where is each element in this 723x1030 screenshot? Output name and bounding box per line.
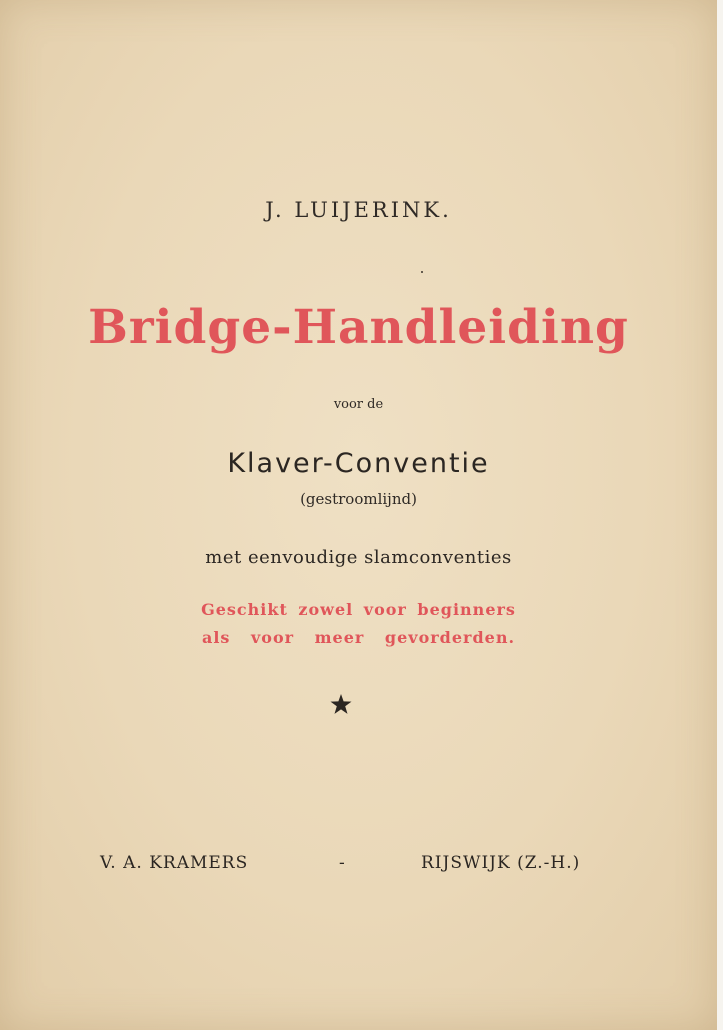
subtitle-note: (gestroomlijnd): [300, 490, 417, 508]
audience-line-1: Geschikt zowel voor beginners: [201, 600, 516, 619]
publisher-location: RIJSWIJK (Z.-H.): [421, 853, 581, 873]
book-subtitle: Klaver-Conventie: [227, 448, 490, 479]
publisher-name: V. A. KRAMERS: [100, 853, 249, 873]
audience-line-2: als voor meer gevorderden.: [201, 628, 516, 647]
author-name: J. LUIJERINK.: [265, 198, 452, 222]
star-icon: [326, 690, 356, 720]
book-title: Bridge-Handleiding: [88, 300, 629, 355]
voor-de-text: voor de: [333, 397, 384, 412]
publisher-separator: -: [339, 853, 346, 873]
paper-speck: [421, 271, 423, 273]
description-line: met eenvoudige slamconventies: [205, 547, 512, 568]
page-edge: [717, 0, 723, 1030]
